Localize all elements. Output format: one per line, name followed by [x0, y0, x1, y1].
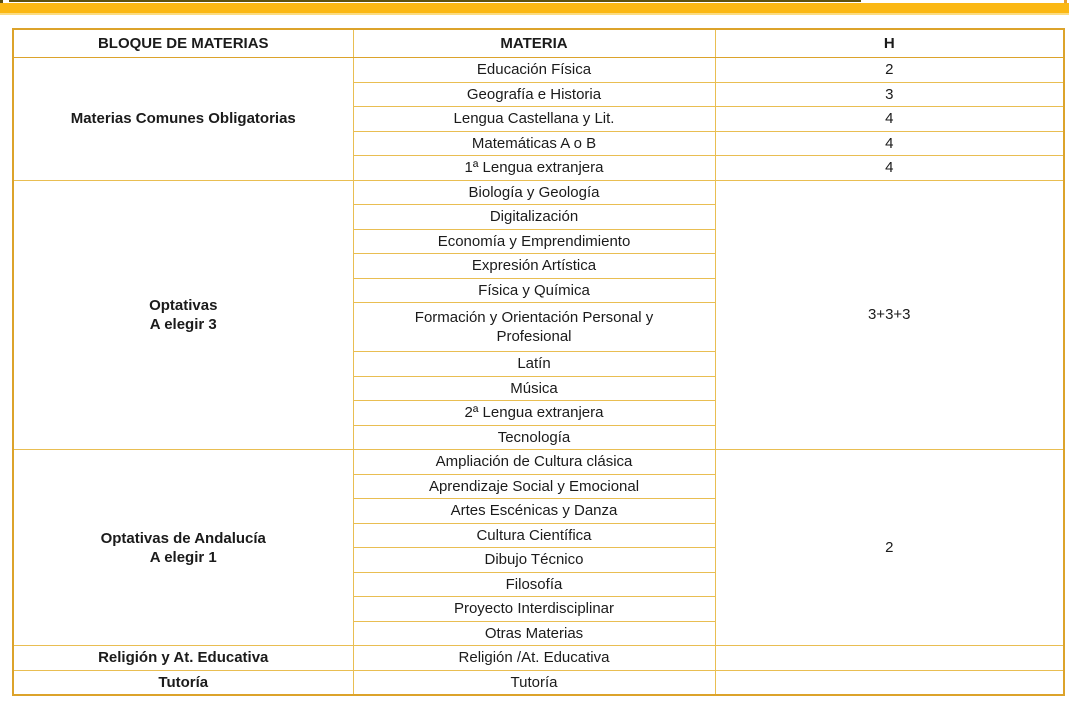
- hours-cell: [715, 670, 1064, 695]
- cell-text-line: Proyecto Interdisciplinar: [453, 600, 615, 618]
- block-cell: [13, 450, 353, 646]
- cell-text-line: Lengua Castellana y Lit.: [453, 110, 615, 128]
- materia-cell: [353, 107, 715, 132]
- cell-text-line: Optativas: [149, 296, 218, 314]
- materia-cell: [353, 82, 715, 107]
- materia-cell: [353, 597, 715, 622]
- hours-cell: 2: [715, 58, 1064, 83]
- cell-text-line: Religión y At. Educativa: [98, 649, 269, 667]
- cell-text-line: Educación Física: [476, 61, 592, 79]
- materia-cell: [353, 303, 715, 352]
- materia-cell: [353, 180, 715, 205]
- cell-text-line: Matemáticas A o B: [471, 134, 597, 152]
- materia-cell: [353, 229, 715, 254]
- hours-cell: 4: [715, 131, 1064, 156]
- cell-text-line: Geografía e Historia: [466, 85, 602, 103]
- cell-text-line: Profesional: [496, 328, 572, 345]
- materia-cell: [353, 376, 715, 401]
- cell-text-line: Música: [510, 379, 558, 397]
- cell-text-line: Religión /At. Educativa: [458, 649, 610, 667]
- materia-cell: [353, 278, 715, 303]
- materia-cell: [353, 254, 715, 279]
- hours-cell: 4: [715, 107, 1064, 132]
- header-materia: MATERIA: [353, 29, 715, 58]
- block-cell: [13, 180, 353, 450]
- materia-cell: [353, 670, 715, 695]
- curriculum-table-body: [13, 58, 1064, 695]
- header-h: H: [715, 29, 1064, 58]
- cell-text-line: Tecnología: [497, 428, 571, 446]
- materia-cell: [353, 401, 715, 426]
- table-row: [13, 450, 1064, 475]
- cell-text-line: Tutoría: [510, 673, 558, 691]
- curriculum-table-container: [12, 28, 1063, 696]
- cell-text-line: Biología y Geología: [468, 183, 600, 201]
- table-row: [13, 646, 1064, 671]
- table-row: [13, 670, 1064, 695]
- cell-text-line: Optativas de Andalucía: [100, 529, 266, 547]
- materia-cell: [353, 474, 715, 499]
- block-cell: [13, 670, 353, 695]
- cell-text-line: A elegir 3: [149, 315, 217, 333]
- materia-cell: [353, 131, 715, 156]
- gold-divider-bar: [0, 3, 1069, 15]
- cell-text-line: Economía y Emprendimiento: [437, 232, 631, 250]
- hours-cell-merged: 2: [715, 450, 1064, 646]
- header-bloque-de-materias: BLOQUE DE MATERIAS: [13, 29, 353, 58]
- cell-text-line: Tutoría: [158, 673, 209, 691]
- materia-cell: [353, 156, 715, 181]
- hours-cell: 4: [715, 156, 1064, 181]
- table-row: [13, 180, 1064, 205]
- cell-text-line: A elegir 1: [149, 548, 217, 566]
- cell-text-line: Digitalización: [489, 208, 579, 226]
- materia-cell: [353, 621, 715, 646]
- hours-cell: [715, 646, 1064, 671]
- cropped-banner-top-border: [9, 0, 861, 2]
- materia-cell: [353, 425, 715, 450]
- cell-text-line: Latín: [517, 355, 551, 373]
- hours-cell: 3: [715, 82, 1064, 107]
- cell-text-line: Ampliación de Cultura clásica: [435, 453, 633, 471]
- cell-text-line: Dibujo Técnico: [484, 551, 584, 569]
- cell-text-line: Cultura Científica: [476, 526, 592, 544]
- header-row: [13, 29, 1064, 58]
- cell-text-line: Física y Química: [478, 281, 590, 299]
- cell-text-line: Otras Materias: [484, 624, 584, 642]
- block-cell: [13, 646, 353, 671]
- materia-cell: [353, 352, 715, 377]
- materia-cell: [353, 548, 715, 573]
- curriculum-table: [12, 28, 1065, 696]
- materia-cell: [353, 523, 715, 548]
- cell-text-line: Materias Comunes Obligatorias: [70, 110, 296, 128]
- cell-text-line: Filosofía: [505, 575, 563, 593]
- hours-cell-merged: 3+3+3: [715, 180, 1064, 450]
- materia-cell: [353, 205, 715, 230]
- materia-cell: [353, 450, 715, 475]
- cell-text-line: Artes Escénicas y Danza: [450, 502, 618, 520]
- materia-cell: [353, 572, 715, 597]
- cell-text-line: 1ª Lengua extranjera: [464, 159, 604, 177]
- block-cell: [13, 58, 353, 181]
- cell-text-line: Aprendizaje Social y Emocional: [428, 477, 640, 495]
- cell-text-line: Expresión Artística: [471, 257, 597, 275]
- cell-text-line: 2ª Lengua extranjera: [464, 404, 604, 422]
- materia-cell: [353, 499, 715, 524]
- table-row: [13, 58, 1064, 83]
- materia-cell: [353, 58, 715, 83]
- cell-text-line: Formación y Orientación Personal y: [414, 309, 654, 326]
- materia-cell: [353, 646, 715, 671]
